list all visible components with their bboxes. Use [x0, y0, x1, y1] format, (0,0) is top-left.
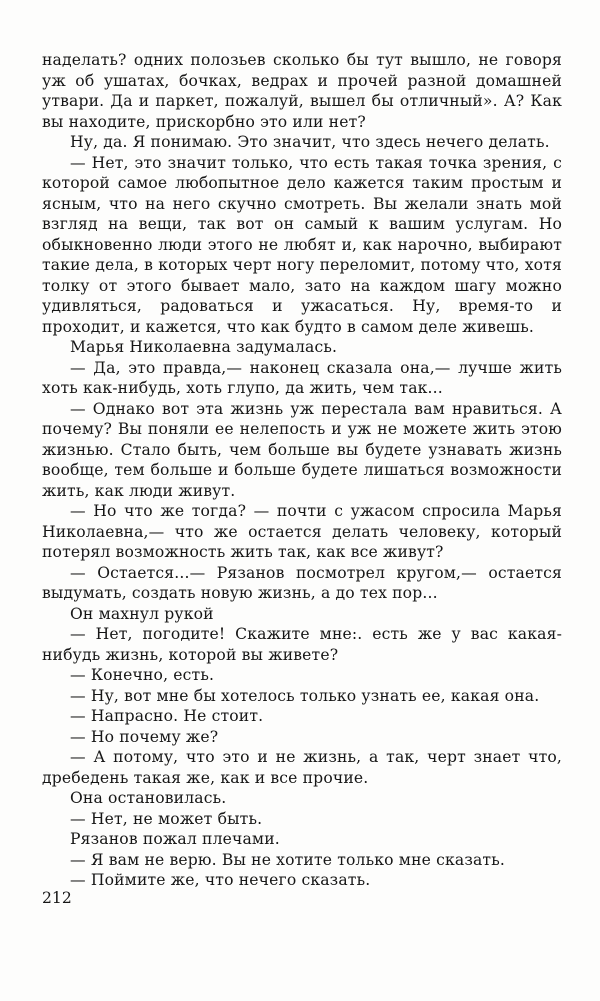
- paragraph-15: — А потому, что это и не жизнь, а так, черт знает что, дребедень такая же, как и все прочие.: [42, 748, 562, 787]
- paragraph-14: — Но почему же?: [70, 727, 219, 746]
- page-number: 212: [42, 889, 72, 907]
- paragraph-6: — Однако вот эта жизнь уж перестала вам нравиться. А почему? Вы поняли ее нелепость и уж не можете жить этою жизнью. Стало быть, чем больше вы будете узнавать жизнь вообще, тем больше и больше будете лишаться возможности жить, как люди живут.: [42, 399, 562, 500]
- paragraph-7: — Но что же тогда? — почти с ужасом спросила Марья Николаевна,— что же остается делать человеку, который потерял возможность жить так, как все живут?: [42, 502, 562, 561]
- paragraph-5: — Да, это правда,— наконец сказала она,— лучше жить хоть как-нибудь, хоть глупо, да жить, чем так...: [42, 358, 562, 397]
- paragraph-20: — Поймите же, что нечего сказать.: [70, 871, 371, 889]
- paragraph-13: — Напрасно. Не стоит.: [70, 707, 264, 725]
- body-text: [42, 50, 562, 891]
- paragraph-4: Марья Николаевна задумалась.: [70, 338, 338, 356]
- paragraph-9: Он махнул рукой: [70, 604, 214, 623]
- paragraph-16: Она остановилась.: [70, 789, 227, 807]
- paragraph-1: наделать? одних полозьев сколько бы тут вышло, не говоря уж об ушатах, бочках, ведрах и прочей разной домашней утвари. Да и паркет, пожалуй, вышел бы отличный». А? Как вы находите, прискорбно это или нет?: [42, 51, 562, 131]
- paragraph-12: — Ну, вот мне бы хотелось только узнать ее, какая она.: [70, 686, 540, 705]
- paragraph-11: — Конечно, есть.: [70, 666, 215, 684]
- paragraph-8: — Остается...— Рязанов посмотрел кругом,— остается выдумать, создать новую жизнь, а до тех пор...: [42, 563, 562, 602]
- paragraph-3: — Нет, это значит только, что есть такая точка зрения, с которой самое любопытное дело кажется таким простым и ясным, что на него скучно смотреть. Вы желали знать мой взгляд на вещи, так вот он самый к вашим услугам. Но обыкновенно люди этого не любят и, как нарочно, выбирают такие дела, в которых черт ногу переломит, потому что, хотя толку от этого бывает мало, зато на каждом шагу можно удивляться, радоваться и ужасаться. Ну, время-то и проходит, и кажется, что как будто в самом деле живешь.: [42, 153, 562, 336]
- paragraph-18: Рязанов пожал плечами.: [70, 830, 280, 848]
- paragraph-19: — Я вам не верю. Вы не хотите только мне сказать.: [70, 850, 505, 869]
- paragraph-17: — Нет, не может быть.: [70, 809, 263, 828]
- paragraph-2: Ну, да. Я понимаю. Это значит, что здесь нечего делать.: [70, 133, 550, 151]
- paragraph-10: — Нет, погодите! Скажите мне:. есть же у вас какая-нибудь жизнь, которой вы живете?: [42, 625, 562, 664]
